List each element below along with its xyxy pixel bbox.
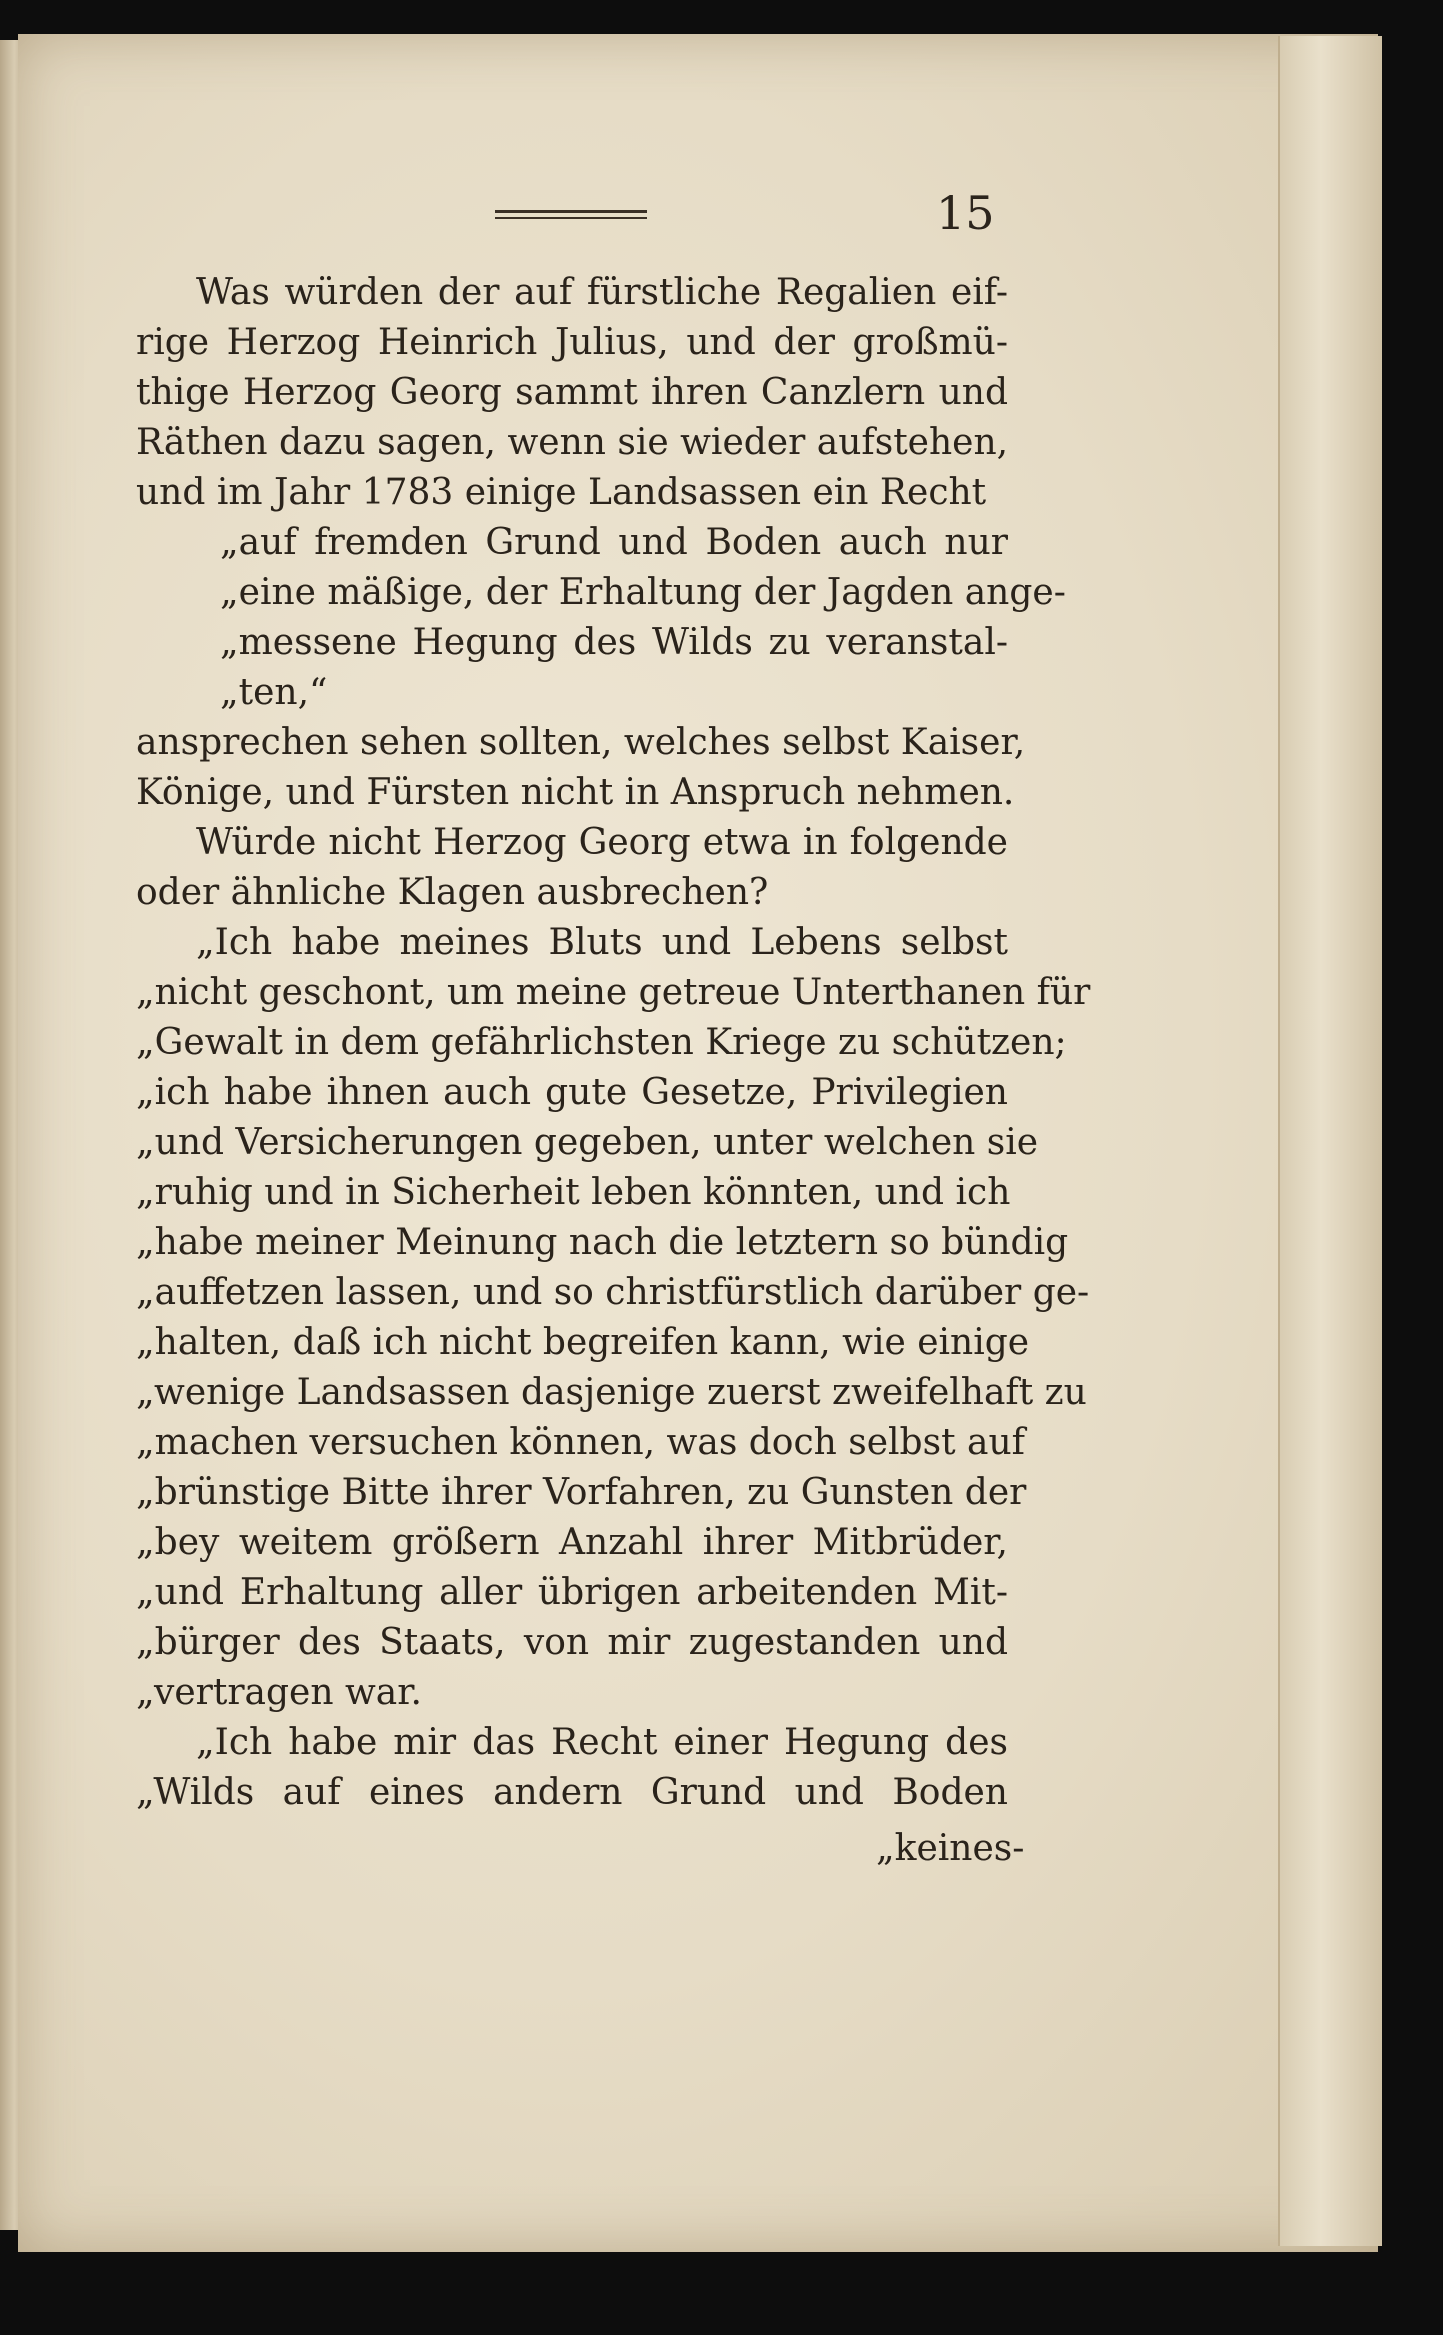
text-line: „machen versuchen können, was doch selbst auf xyxy=(136,1422,1025,1463)
text-line: „bürger des Staats, von mir zugestanden und xyxy=(136,1622,1008,1663)
text-line: „bey weitem größern Anzahl ihrer Mitbrüder, xyxy=(136,1522,1008,1563)
text-line: Würde nicht Herzog Georg etwa in folgende xyxy=(196,822,1008,863)
text-line: Könige, und Fürsten nicht in Anspruch nehmen. xyxy=(136,772,1015,813)
header-rule xyxy=(495,210,647,219)
text-line: „ich habe ihnen auch gute Gesetze, Privilegien xyxy=(136,1072,1008,1113)
page-number: 15 xyxy=(936,186,995,240)
text-line: Räthen dazu sagen, wenn sie wieder aufstehen, xyxy=(136,422,1009,463)
text-line: „Ich habe mir das Recht einer Hegung des xyxy=(196,1722,1008,1763)
text-line: „halten, daß ich nicht begreifen kann, wie einige xyxy=(136,1322,1030,1363)
text-line: „und Versicherungen gegeben, unter welchen sie xyxy=(136,1122,1039,1163)
body-text xyxy=(136,268,1091,1818)
text-line: „Ich habe meines Bluts und Lebens selbst xyxy=(196,922,1008,963)
text-line: Was würden der auf fürstliche Regalien eif- xyxy=(196,272,1008,313)
catchword: „keines- xyxy=(876,1828,1025,1869)
text-line: „nicht geschont, um meine getreue Unterthanen für xyxy=(136,972,1091,1013)
text-line: „auffetzen lassen, und so christfürstlich darüber ge- xyxy=(136,1272,1090,1313)
text-line: oder ähnliche Klagen ausbrechen? xyxy=(136,872,769,913)
text-line: ansprechen sehen sollten, welches selbst Kaiser, xyxy=(136,722,1026,763)
text-line: thige Herzog Georg sammt ihren Canzlern und xyxy=(136,372,1008,413)
text-line: „ten,“ xyxy=(220,672,328,713)
text-line: „wenige Landsassen dasjenige zuerst zweifelhaft zu xyxy=(136,1372,1087,1413)
text-line: und im Jahr 1783 einige Landsassen ein Recht xyxy=(136,472,987,513)
text-line: „eine mäßige, der Erhaltung der Jagden ange- xyxy=(220,572,1066,613)
text-line: „Gewalt in dem gefährlichsten Kriege zu schützen; xyxy=(136,1022,1067,1063)
text-line: „auf fremden Grund und Boden auch nur xyxy=(220,522,1008,563)
text-line: „und Erhaltung aller übrigen arbeitenden Mit- xyxy=(136,1572,1008,1613)
text-line: „ruhig und in Sicherheit leben könnten, und ich xyxy=(136,1172,1011,1213)
page-fore-edge xyxy=(1278,36,1382,2246)
text-line: „messene Hegung des Wilds zu veranstal- xyxy=(220,622,1008,663)
text-line: rige Herzog Heinrich Julius, und der großmü- xyxy=(136,322,1008,363)
text-line: „Wilds auf eines andern Grund und Boden xyxy=(136,1772,1008,1813)
text-line: „vertragen war. xyxy=(136,1672,422,1713)
text-line: „brünstige Bitte ihrer Vorfahren, zu Gunsten der xyxy=(136,1472,1027,1513)
text-line: „habe meiner Meinung nach die letztern so bündig xyxy=(136,1222,1069,1263)
